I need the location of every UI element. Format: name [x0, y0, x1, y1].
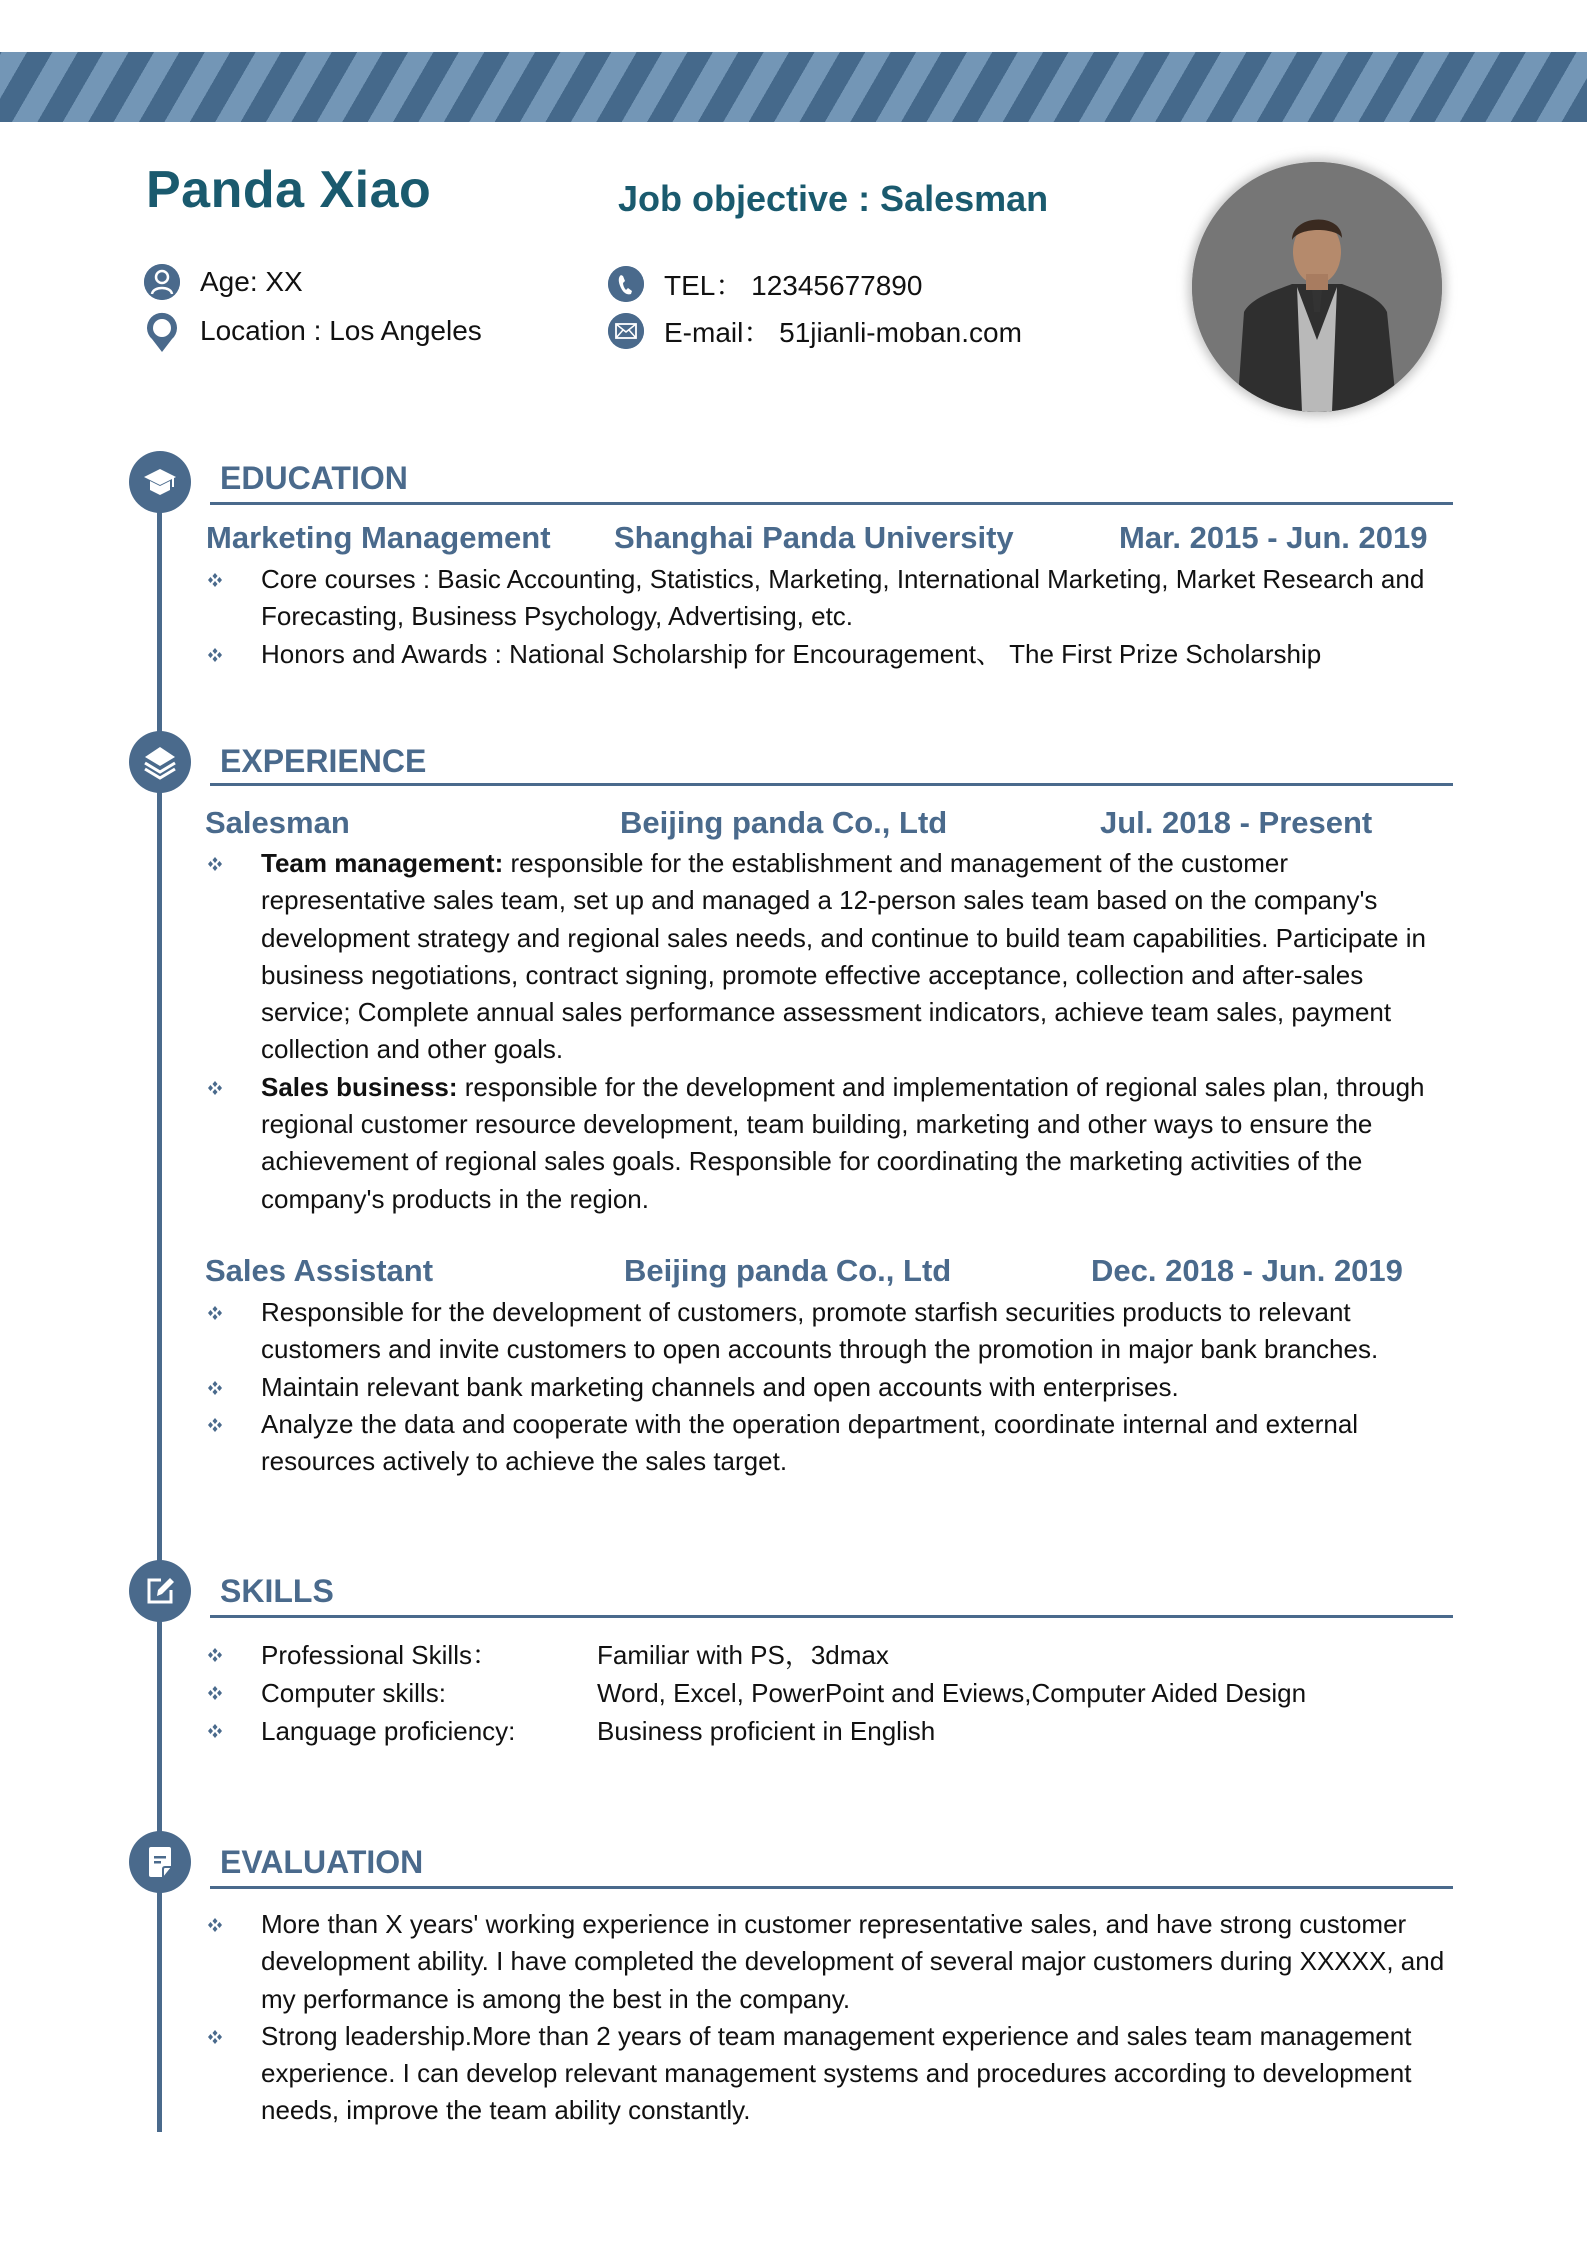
location-pin-icon	[144, 311, 180, 351]
tel-row	[608, 264, 922, 304]
skills-list	[200, 1636, 1460, 1750]
list-item: Responsible for the development of customers, promote starfish securities products to relevant customers and invite customers to open accounts through the promotion in major bank branches.	[200, 1294, 1460, 1369]
evaluation-bullets	[200, 1906, 1460, 2130]
diamond-bullet-icon	[206, 1674, 224, 1712]
job-bullets	[200, 1294, 1460, 1480]
diamond-bullet-icon	[206, 561, 224, 598]
list-item: More than X years' working experience in customer representative sales, and have strong customer development ability. I have completed the development of several major customers during XXXXX, and my performance is among the best in the company.	[200, 1906, 1460, 2018]
diamond-bullet-icon	[206, 845, 224, 882]
skill-value: Word, Excel, PowerPoint and Eviews,Computer Aided Design	[597, 1678, 1307, 1708]
diamond-bullet-icon	[206, 2018, 224, 2055]
job-company: Beijing panda Co., Ltd	[620, 805, 948, 840]
graduation-cap-icon	[129, 451, 191, 513]
list-item: Core courses : Basic Accounting, Statistics, Marketing, International Marketing, Market Research and Forecasting, Business Psychology, Advertising, etc.	[200, 561, 1460, 636]
section-title-experience: EXPERIENCE	[220, 743, 427, 779]
tel-text: TEL： 12345677890	[664, 270, 923, 301]
location-row	[144, 311, 482, 351]
layers-icon	[129, 731, 191, 793]
skill-row	[200, 1712, 1460, 1750]
job-bullets	[200, 845, 1460, 1218]
list-item: Strong leadership.More than 2 years of team management experience and sales team management experience. I can develop relevant management systems and procedures according to development needs, improve the team ability constantly.	[200, 2018, 1460, 2130]
candidate-name: Panda Xiao	[146, 161, 432, 219]
skill-value: Business proficient in English	[597, 1716, 936, 1746]
education-major: Marketing Management	[206, 520, 551, 555]
skill-row	[200, 1636, 1460, 1674]
email-text: E-mail： 51jianli-moban.com	[664, 317, 1022, 348]
envelope-icon	[608, 313, 644, 349]
list-item: Sales business: responsible for the development and implementation of regional sales plan, through regional customer resource development, team building, marketing and other ways to ensure the achievement of regional sales goals. Responsible for coordinating the marketing activities of the company's products in the region.	[200, 1069, 1460, 1218]
diamond-bullet-icon	[206, 1294, 224, 1331]
skill-row	[200, 1674, 1460, 1712]
job-role: Sales Assistant	[205, 1253, 434, 1288]
person-icon	[144, 264, 180, 300]
diamond-bullet-icon	[206, 1069, 224, 1106]
list-item: Team management: responsible for the establishment and management of the customer representative sales team, set up and managed a 12-person sales team based on the company's development strategy and regional sales needs, and continue to build team capabilities. Participate in business negotiations, contract signing, promote effective acceptance, collection and after-sales service; Complete annual sales performance assessment indicators, achieve team sales, payment collection and other goals.	[200, 845, 1460, 1069]
section-divider	[210, 502, 1453, 505]
profile-photo	[1192, 162, 1442, 412]
education-dates: Mar. 2015 - Jun. 2019	[1119, 520, 1428, 555]
education-bullets	[200, 561, 1460, 673]
section-title-skills: SKILLS	[220, 1573, 334, 1609]
phone-icon	[608, 266, 644, 302]
section-title-evaluation: EVALUATION	[220, 1844, 424, 1880]
list-item: Honors and Awards : National Scholarship for Encouragement、 The First Prize Scholarship	[200, 636, 1460, 673]
diamond-bullet-icon	[206, 1636, 224, 1674]
list-item: Analyze the data and cooperate with the operation department, coordinate internal and external resources actively to achieve the sales target.	[200, 1406, 1460, 1481]
location-text: Location : Los Angeles	[200, 315, 482, 346]
section-divider	[210, 1886, 1453, 1889]
diamond-bullet-icon	[206, 1406, 224, 1443]
diamond-bullet-icon	[206, 1906, 224, 1943]
job-role: Salesman	[205, 805, 350, 840]
section-divider	[210, 783, 1453, 786]
age-text: Age: XX	[200, 266, 303, 297]
education-school: Shanghai Panda University	[614, 520, 1014, 555]
note-icon	[129, 1831, 191, 1893]
diamond-bullet-icon	[206, 636, 224, 673]
job-dates: Jul. 2018 - Present	[1100, 805, 1373, 840]
job-objective: Job objective : Salesman	[618, 178, 1049, 219]
edit-icon	[129, 1560, 191, 1622]
section-title-education: EDUCATION	[220, 460, 408, 496]
diamond-bullet-icon	[206, 1369, 224, 1406]
list-item: Maintain relevant bank marketing channels and open accounts with enterprises.	[200, 1369, 1460, 1406]
job-company: Beijing panda Co., Ltd	[624, 1253, 952, 1288]
section-divider	[210, 1615, 1453, 1618]
job-dates: Dec. 2018 - Jun. 2019	[1091, 1253, 1403, 1288]
skill-label: Professional Skills：	[261, 1640, 498, 1670]
skill-label: Computer skills:	[261, 1678, 446, 1708]
diamond-bullet-icon	[206, 1712, 224, 1750]
skill-value: Familiar with PS，3dmax	[597, 1640, 889, 1670]
skill-label: Language proficiency:	[261, 1716, 516, 1746]
age-row	[144, 264, 303, 300]
email-row	[608, 311, 1022, 351]
striped-banner	[0, 52, 1587, 122]
